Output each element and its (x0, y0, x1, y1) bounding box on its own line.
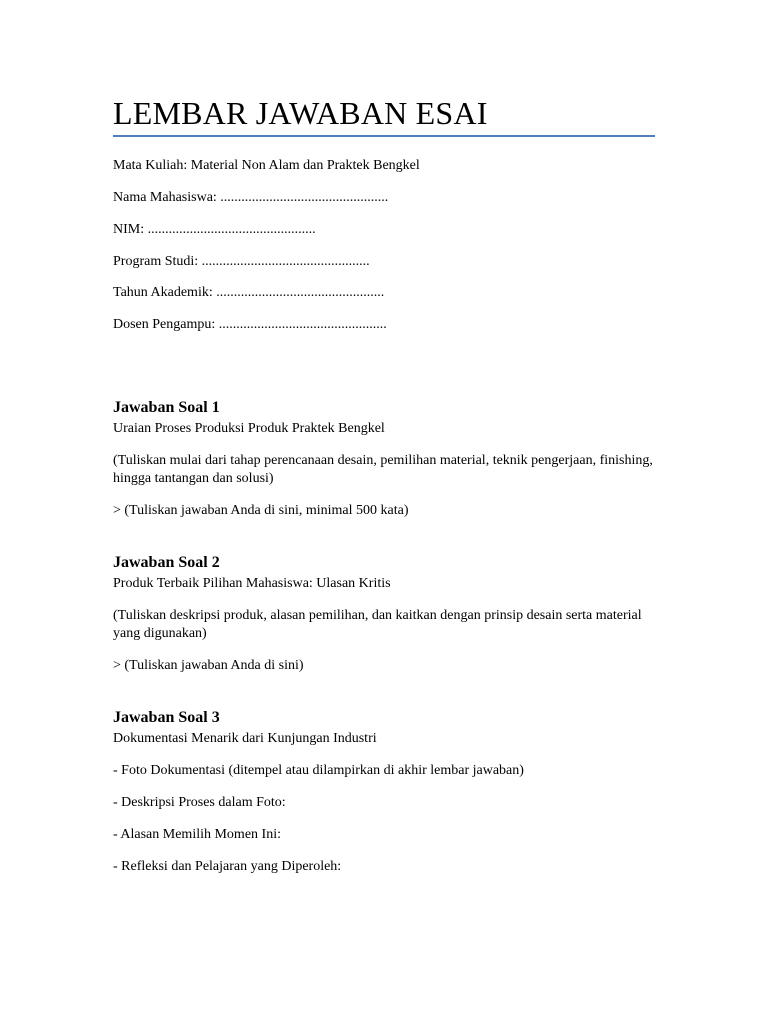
field-tahun-akademik: Tahun Akademik: ................................................ (113, 285, 385, 300)
field-mata-kuliah: Mata Kuliah: Material Non Alam dan Praktek Bengkel (113, 158, 420, 173)
section-2-subtitle: Produk Terbaik Pilihan Mahasiswa: Ulasan Kritis (113, 576, 391, 591)
field-dosen-pengampu: Dosen Pengampu: ................................................ (113, 317, 387, 332)
section-3-item: - Foto Dokumentasi (ditempel atau dilampirkan di akhir lembar jawaban) (113, 763, 524, 778)
title-underline (113, 135, 655, 137)
section-3-subtitle: Dokumentasi Menarik dari Kunjungan Industri (113, 731, 377, 746)
section-3-heading: Jawaban Soal 3 (113, 709, 220, 726)
field-program-studi: Program Studi: ................................................ (113, 254, 370, 269)
section-3-item: - Deskripsi Proses dalam Foto: (113, 795, 286, 810)
field-nama-mahasiswa: Nama Mahasiswa: ................................................ (113, 190, 389, 205)
field-nim: NIM: ................................................ (113, 222, 316, 237)
section-2-answer-placeholder: > (Tuliskan jawaban Anda di sini) (113, 658, 304, 673)
section-1-instruction: (Tuliskan mulai dari tahap perencanaan desain, pemilihan material, teknik pengerjaan, finishing, hingga tantangan dan solusi) (113, 453, 653, 486)
section-2-heading: Jawaban Soal 2 (113, 554, 220, 571)
document-title: LEMBAR JAWABAN ESAI (113, 95, 488, 131)
section-3-item: - Refleksi dan Pelajaran yang Diperoleh: (113, 859, 342, 874)
section-1-subtitle: Uraian Proses Produksi Produk Praktek Bengkel (113, 421, 385, 436)
section-2-instruction: (Tuliskan deskripsi produk, alasan pemilihan, dan kaitkan dengan prinsip desain serta material yang digunakan) (113, 608, 642, 641)
section-3-item: - Alasan Memilih Momen Ini: (113, 827, 281, 842)
section-1-heading: Jawaban Soal 1 (113, 399, 220, 416)
section-1-answer-placeholder: > (Tuliskan jawaban Anda di sini, minimal 500 kata) (113, 503, 409, 518)
